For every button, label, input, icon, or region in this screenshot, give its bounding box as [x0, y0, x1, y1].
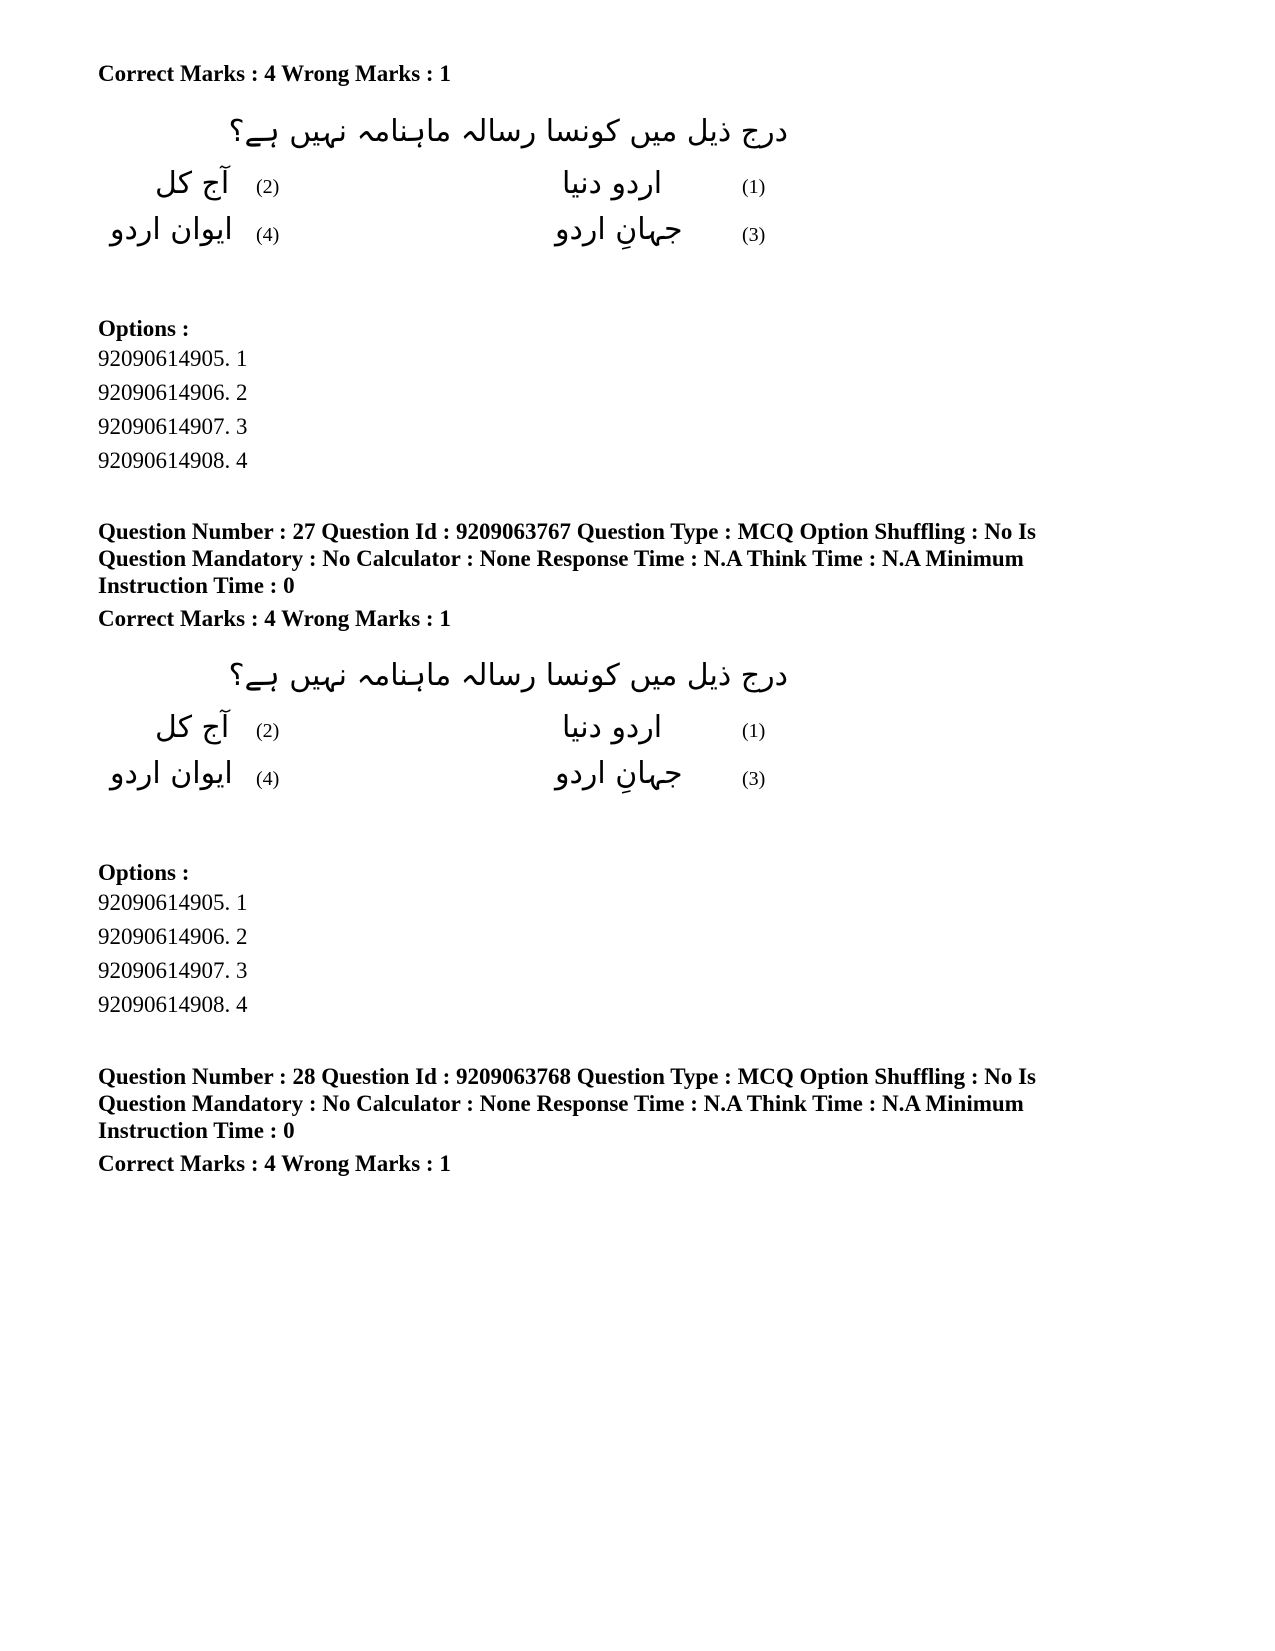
marks-line: Correct Marks : 4 Wrong Marks : 1 [98, 606, 451, 631]
choice-number: (3) [742, 768, 766, 790]
urdu-question-image [100, 656, 800, 806]
question-meta [98, 1063, 1198, 1144]
option-item: 92090614906. 2 [98, 380, 248, 405]
choice-number: (3) [742, 224, 766, 246]
choice-text: جہانِ اردو [555, 756, 683, 791]
option-item: 92090614905. 1 [98, 890, 248, 915]
choice-number: (1) [742, 176, 766, 198]
option-item: 92090614908. 4 [98, 448, 248, 473]
choice-text: اردو دنیا [562, 166, 663, 201]
options-list [98, 342, 248, 478]
option-item: 92090614908. 4 [98, 992, 248, 1017]
marks-line: Correct Marks : 4 Wrong Marks : 1 [98, 61, 451, 86]
choice-text: آج کل [155, 166, 230, 201]
meta-line: Instruction Time : 0 [98, 573, 295, 598]
meta-line: Question Number : 27 Question Id : 9209063767 Question Type : MCQ Option Shuffling : No Is [98, 519, 1037, 544]
urdu-question-image [100, 112, 800, 262]
meta-line: Instruction Time : 0 [98, 1118, 295, 1143]
choice-number: (2) [256, 176, 280, 198]
options-label: Options : [98, 316, 190, 341]
choice-text: ایوان اردو [110, 212, 233, 247]
choice-text: اردو دنیا [562, 710, 663, 745]
choice-number: (4) [256, 224, 280, 246]
choice-text: جہانِ اردو [555, 212, 683, 247]
option-item: 92090614905. 1 [98, 346, 248, 371]
meta-line: Question Mandatory : No Calculator : None Response Time : N.A Think Time : N.A Minimum [98, 546, 1024, 571]
marks-line: Correct Marks : 4 Wrong Marks : 1 [98, 1151, 451, 1176]
choice-number: (2) [256, 720, 280, 742]
question-meta [98, 518, 1198, 599]
option-item: 92090614907. 3 [98, 958, 248, 983]
choice-text: ایوان اردو [110, 756, 233, 791]
meta-line: Question Number : 28 Question Id : 9209063768 Question Type : MCQ Option Shuffling : No Is [98, 1064, 1037, 1089]
choice-number: (4) [256, 768, 280, 790]
option-item: 92090614906. 2 [98, 924, 248, 949]
choice-number: (1) [742, 720, 766, 742]
options-label: Options : [98, 860, 190, 885]
choice-text: آج کل [155, 710, 230, 745]
urdu-question-text: درج ذیل میں کونسا رسالہ ماہنامہ نہیں ہے؟ [228, 114, 788, 149]
meta-line: Question Mandatory : No Calculator : None Response Time : N.A Think Time : N.A Minimum [98, 1091, 1024, 1116]
options-list [98, 886, 248, 1022]
option-item: 92090614907. 3 [98, 414, 248, 439]
urdu-question-text: درج ذیل میں کونسا رسالہ ماہنامہ نہیں ہے؟ [228, 658, 788, 693]
